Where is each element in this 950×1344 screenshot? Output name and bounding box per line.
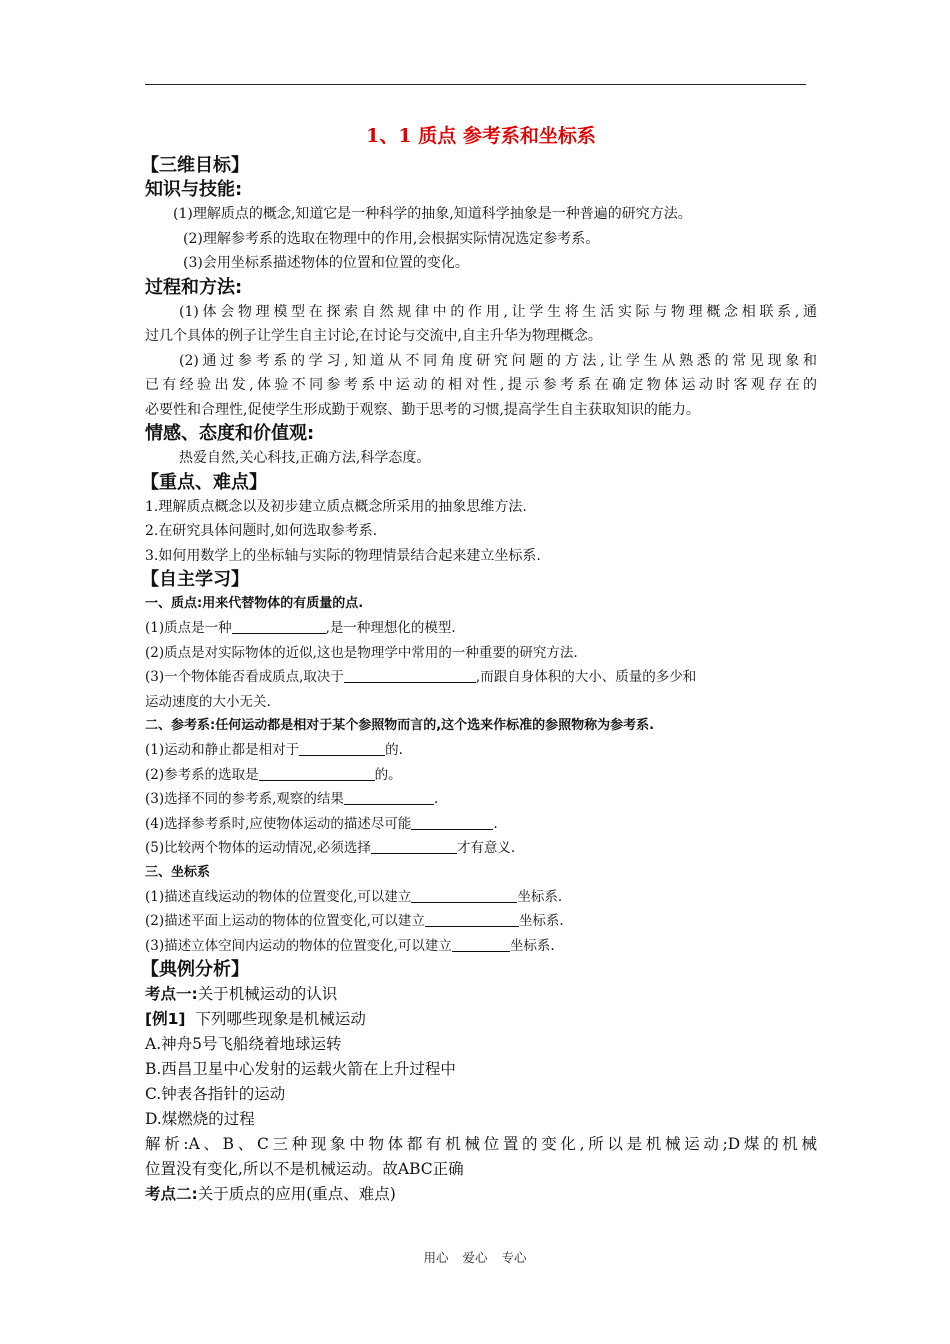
question: (1)质点是一种 ,是一种理想化的模型. [145, 620, 456, 636]
answer-blank[interactable] [411, 814, 493, 830]
question: (1)描述直线运动的物体的位置变化,可以建立 坐标系. [145, 888, 563, 905]
section-reference-frame-heading: 二、参考系:任何运动都是相对于某个参照物而言的,这个选来作标准的参照物称为参考系. [145, 718, 655, 733]
process-p2-line: 已有经验出发,体验不同参考系中运动的相对性,提示参考系在确定物体运动时客观存在的 [145, 377, 817, 393]
knowledge-item: (1)理解质点的概念,知道它是一种科学的抽象,知道科学抽象是一种普遍的研究方法。 [173, 206, 692, 222]
document-body [141, 118, 817, 1207]
analysis-line: 解析:A、B、C三种现象中物体都有机械位置的变化,所以是机械运动;D煤的机械 [145, 1135, 817, 1153]
examples-heading: 【典例分析】 [141, 959, 249, 980]
emotion-heading: 情感、态度和价值观: [145, 423, 315, 444]
answer-blank[interactable] [344, 789, 434, 805]
answer-blank[interactable] [425, 911, 519, 927]
question: (3)描述立体空间内运动的物体的位置变化,可以建立 坐标系. [145, 937, 555, 954]
question: (5)比较两个物体的运动情况,必须选择 才有意义. [145, 840, 516, 856]
question: (3)选择不同的参考系,观察的结果 . [145, 791, 439, 807]
option-c: C.钟表各指针的运动 [145, 1085, 286, 1103]
answer-blank[interactable] [371, 838, 457, 854]
section-coordinate-heading: 三、坐标系 [145, 864, 211, 880]
answer-blank[interactable] [344, 667, 476, 683]
key-point-item: 3.如何用数学上的坐标轴与实际的物理情景结合起来建立坐标系. [145, 547, 541, 564]
question: (2)描述平面上运动的物体的位置变化,可以建立 坐标系. [145, 913, 564, 929]
header-rule [145, 84, 806, 85]
answer-blank[interactable] [452, 936, 510, 952]
goals-heading: 【三维目标】 [141, 155, 249, 176]
analysis-line: 位置没有变化,所以不是机械运动。故ABC正确 [145, 1160, 464, 1178]
option-b: B.西昌卫星中心发射的运载火箭在上升过程中 [145, 1060, 456, 1078]
key-point-item: 1.理解质点概念以及初步建立质点概念所采用的抽象思维方法. [145, 498, 527, 515]
option-d: D.煤燃烧的过程 [145, 1110, 255, 1128]
emotion-text: 热爱自然,关心科技,正确方法,科学态度。 [179, 450, 431, 466]
question-continuation: 运动速度的大小无关. [145, 693, 271, 710]
page-footer: 用心 爱心 专心 [423, 1250, 527, 1265]
knowledge-item: (2)理解参考系的选取在物理中的作用,会根据实际情况选定参考系。 [183, 230, 600, 247]
knowledge-heading: 知识与技能: [145, 179, 243, 200]
page-title: 1、1 质点 参考系和坐标系 [366, 125, 596, 147]
process-heading: 过程和方法: [145, 276, 243, 298]
process-p1-line: (1)体会物理模型在探索自然规律中的作用,让学生将生活实际与物理概念相联系,通 [179, 303, 817, 320]
self-study-heading: 【自主学习】 [141, 569, 249, 590]
answer-blank[interactable] [299, 740, 385, 756]
knowledge-item: (3)会用坐标系描述物体的位置和位置的变化。 [183, 255, 469, 271]
example-one: [例1] 下列哪些现象是机械运动 [145, 1010, 366, 1028]
question: (1)运动和静止都是相对于 的. [145, 742, 403, 758]
question: (2)质点是对实际物体的近似,这也是物理学中常用的一种重要的研究方法. [145, 644, 578, 661]
answer-blank[interactable] [411, 887, 517, 903]
question: (2)参考系的选取是 的。 [145, 766, 402, 783]
process-p1-line: 过几个具体的例子让学生自主讨论,在讨论与交流中,自主升华为物理概念。 [145, 328, 602, 344]
key-point-item: 2.在研究具体问题时,如何选取参考系. [145, 523, 378, 539]
process-p2-line: (2)通过参考系的学习,知道从不同角度研究问题的方法,让学生从熟悉的常见现象和 [179, 352, 817, 369]
answer-blank[interactable] [259, 765, 375, 781]
question: (4)选择参考系时,应使物体运动的描述尽可能 . [145, 815, 498, 832]
key-point-two: 考点二:关于质点的应用(重点、难点) [145, 1185, 396, 1203]
question: (3)一个物体能否看成质点,取决于 ,而跟自身体积的大小、质量的多少和 [145, 669, 697, 685]
key-point-one: 考点一:关于机械运动的认识 [145, 985, 338, 1003]
answer-blank[interactable] [232, 618, 326, 634]
section-particle-heading: 一、质点:用来代替物体的有质量的点. [145, 596, 364, 611]
process-p2-line: 必要性和合理性,促使学生形成勤于观察、勤于思考的习惯,提高学生自主获取知识的能力。 [145, 401, 700, 418]
option-a: A.神舟5号飞船绕着地球运转 [145, 1035, 342, 1053]
key-points-heading: 【重点、难点】 [141, 471, 267, 493]
